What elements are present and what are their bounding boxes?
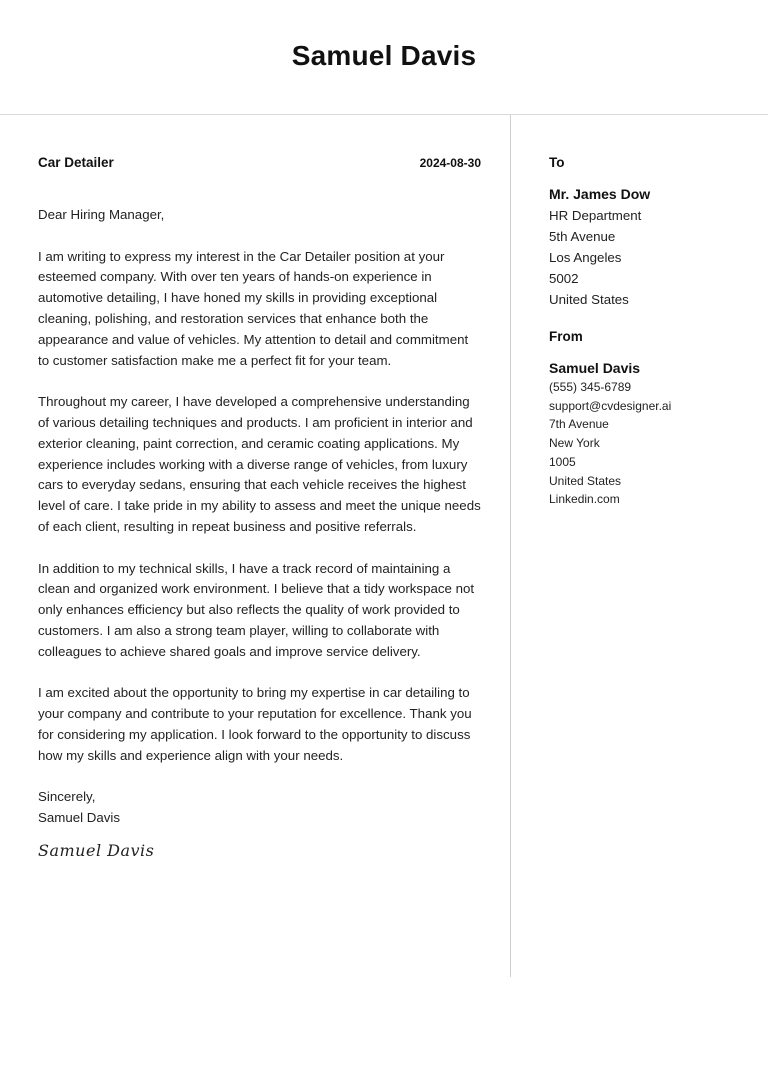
paragraph: I am excited about the opportunity to bring my expertise in car detailing to your company and contribute to your reputation for excellence. Thank you for considering my application. I look forward to the opportunity to discuss how my skills and experience align with your needs. (38, 685, 472, 763)
applicant-name: Samuel Davis (291, 40, 477, 71)
recipient-address-line: 5th Avenue (549, 229, 616, 244)
paragraph: In addition to my technical skills, I have a track record of maintaining a clean and organized work environment. I believe that a tidy workspace not only enhances efficiency but also reflects the quality of work provided to customers. I am also a strong team player, willing to collaborate with colleagues to achieve shared goals and improve service delivery. (38, 560, 475, 659)
recipient-address-line: 5002 (549, 271, 579, 286)
sender-name: Samuel Davis (549, 360, 641, 376)
job-title: Car Detailer (38, 155, 114, 170)
paragraph: Throughout my career, I have developed a comprehensive understanding of various detailing techniques and products. I am proficient in interior and exterior cleaning, paint correction, and ceramic coating applications. My experience includes working with a diverse range of vehicles, from luxury cars to everyday sedans, ensuring that each vehicle receives the highest level of care. I take pride in my ability to assess and meet the unique needs of each client, resulting in repeat business and positive referrals. (38, 394, 481, 534)
paragraph: I am writing to express my interest in the Car Detailer position at your esteemed company. With over ten years of hands-on experience in automotive detailing, I have honed my skills in providing exceptional cleaning, polishing, and restoration services that enhance both the appearance and value of vehicles. My attention to detail and commitment to customer satisfaction make me a perfect fit for your team. (38, 248, 469, 368)
sender-address-line: New York (549, 436, 600, 451)
sender-email: support@cvdesigner.ai (549, 398, 672, 413)
column-divider (510, 115, 511, 977)
address-sidebar (549, 155, 749, 509)
letter-text (38, 205, 481, 767)
closing-name: Samuel Davis (38, 810, 121, 826)
recipient-address-line: HR Department (549, 208, 642, 223)
page-header (0, 0, 768, 115)
closing-block (38, 787, 481, 829)
sender-address-line: United States (549, 473, 622, 488)
letter-date: 2024-08-30 (419, 156, 481, 170)
sender-linkedin: Linkedin.com (549, 492, 620, 507)
recipient-address-line: Los Angeles (549, 250, 622, 265)
recipient-name: Mr. James Dow (549, 186, 651, 202)
handwritten-signature: Samuel Davis (38, 840, 155, 860)
recipient-address-line: United States (549, 292, 629, 307)
letter-body (38, 155, 481, 860)
to-heading: To (549, 155, 565, 170)
letter-meta (38, 155, 481, 173)
greeting: Dear Hiring Manager, (38, 207, 165, 222)
from-heading: From (549, 329, 583, 344)
sender-phone: (555) 345-6789 (549, 380, 632, 394)
sender-address-line: 1005 (549, 454, 576, 469)
closing-salutation: Sincerely, (38, 789, 96, 805)
sender-address-line: 7th Avenue (549, 417, 609, 432)
